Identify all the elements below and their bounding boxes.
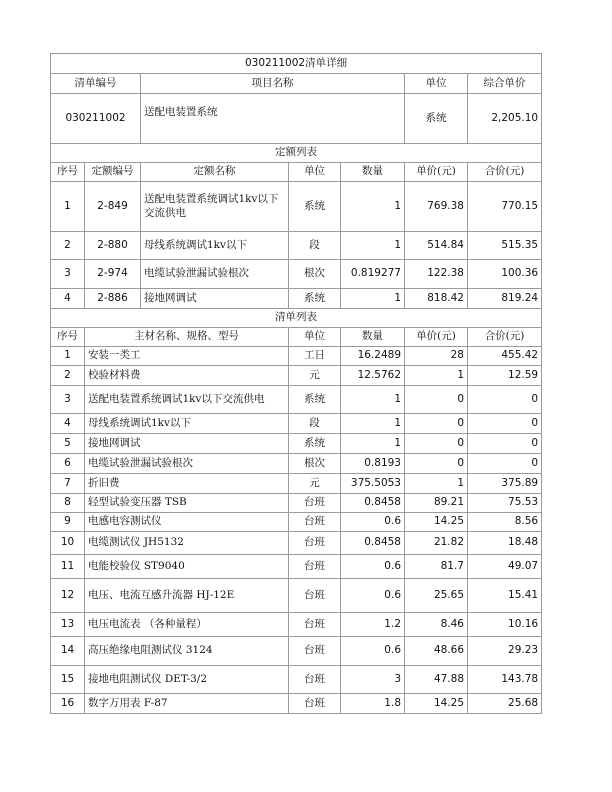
quota-price: 769.38 <box>405 182 468 232</box>
quota-unit: 系统 <box>289 289 341 309</box>
material-price: 25.65 <box>405 579 468 613</box>
quota-seq: 4 <box>51 289 85 309</box>
material-row <box>51 454 542 474</box>
material-price: 48.66 <box>405 637 468 666</box>
quota-qty: 1 <box>341 182 405 232</box>
list-header-name: 项目名称 <box>141 74 405 94</box>
list-header-code: 清单编号 <box>51 74 141 94</box>
quota-unit: 系统 <box>289 182 341 232</box>
quota-row <box>51 232 542 260</box>
material-unit: 台班 <box>289 579 341 613</box>
material-total: 49.07 <box>468 555 542 579</box>
quota-name: 母线系统调试1kv以下 <box>141 232 289 260</box>
quota-code: 2-886 <box>85 289 141 309</box>
material-seq: 3 <box>51 386 85 414</box>
list-header-unit: 单位 <box>405 74 468 94</box>
material-qty: 0.8193 <box>341 454 405 474</box>
quota-row <box>51 182 542 232</box>
material-price: 14.25 <box>405 513 468 532</box>
list-item-unit: 系统 <box>405 94 468 144</box>
material-row <box>51 579 542 613</box>
quota-price: 122.38 <box>405 260 468 289</box>
material-price: 0 <box>405 454 468 474</box>
material-seq: 14 <box>51 637 85 666</box>
material-name: 送配电装置系统调试1kv以下交流供电 <box>85 386 289 414</box>
material-row <box>51 532 542 555</box>
material-qty: 0.8458 <box>341 494 405 513</box>
material-price: 14.25 <box>405 694 468 714</box>
material-total: 375.89 <box>468 474 542 494</box>
material-row <box>51 474 542 494</box>
material-price: 0 <box>405 414 468 434</box>
material-unit: 段 <box>289 414 341 434</box>
quota-header-price: 单价(元) <box>405 163 468 182</box>
quota-header-name: 定额名称 <box>141 163 289 182</box>
material-seq: 7 <box>51 474 85 494</box>
material-header-unit: 单位 <box>289 328 341 347</box>
material-name: 高压绝缘电阻测试仪 3124 <box>85 637 289 666</box>
material-price: 81.7 <box>405 555 468 579</box>
material-price: 1 <box>405 474 468 494</box>
material-qty: 0.6 <box>341 513 405 532</box>
material-price: 47.88 <box>405 666 468 694</box>
quota-header-unit: 单位 <box>289 163 341 182</box>
material-qty: 3 <box>341 666 405 694</box>
material-total: 0 <box>468 386 542 414</box>
material-unit: 元 <box>289 474 341 494</box>
material-seq: 4 <box>51 414 85 434</box>
material-unit: 系统 <box>289 434 341 454</box>
material-price: 28 <box>405 347 468 366</box>
table-title: 030211002清单详细 <box>51 54 542 74</box>
material-row <box>51 347 542 366</box>
material-name: 电压电流表 （各种量程） <box>85 613 289 637</box>
material-row <box>51 386 542 414</box>
material-name: 电压、电流互感升流器 HJ-12E <box>85 579 289 613</box>
material-seq: 9 <box>51 513 85 532</box>
material-name: 数字万用表 F-87 <box>85 694 289 714</box>
quota-name: 电缆试验泄漏试验根次 <box>141 260 289 289</box>
quota-qty: 0.819277 <box>341 260 405 289</box>
quota-total: 770.15 <box>468 182 542 232</box>
material-total: 18.48 <box>468 532 542 555</box>
material-unit: 台班 <box>289 555 341 579</box>
material-row <box>51 513 542 532</box>
material-name: 折旧费 <box>85 474 289 494</box>
quota-unit: 根次 <box>289 260 341 289</box>
material-row <box>51 494 542 513</box>
material-total: 8.56 <box>468 513 542 532</box>
material-unit: 台班 <box>289 613 341 637</box>
material-header-qty: 数量 <box>341 328 405 347</box>
material-header-name: 主材名称、规格、型号 <box>85 328 289 347</box>
material-qty: 0.6 <box>341 555 405 579</box>
material-unit: 台班 <box>289 637 341 666</box>
material-seq: 11 <box>51 555 85 579</box>
material-name: 接地电阻测试仪 DET-3/2 <box>85 666 289 694</box>
quota-name: 送配电装置系统调试1kv以下交流供电 <box>141 182 289 232</box>
material-total: 75.53 <box>468 494 542 513</box>
material-qty: 1.8 <box>341 694 405 714</box>
material-header-price: 单价(元) <box>405 328 468 347</box>
list-header-price: 综合单价 <box>468 74 542 94</box>
material-seq: 8 <box>51 494 85 513</box>
material-seq: 2 <box>51 366 85 386</box>
quota-name: 接地网调试 <box>141 289 289 309</box>
quota-header-seq: 序号 <box>51 163 85 182</box>
material-seq: 5 <box>51 434 85 454</box>
material-total: 143.78 <box>468 666 542 694</box>
material-total: 455.42 <box>468 347 542 366</box>
material-row <box>51 555 542 579</box>
material-name: 电缆测试仪 JH5132 <box>85 532 289 555</box>
material-name: 电能校验仪 ST9040 <box>85 555 289 579</box>
material-price: 89.21 <box>405 494 468 513</box>
material-section-title: 清单列表 <box>51 309 542 328</box>
material-seq: 10 <box>51 532 85 555</box>
quota-seq: 3 <box>51 260 85 289</box>
material-seq: 15 <box>51 666 85 694</box>
quota-qty: 1 <box>341 289 405 309</box>
quota-section-title: 定额列表 <box>51 144 542 163</box>
material-qty: 1 <box>341 386 405 414</box>
material-qty: 16.2489 <box>341 347 405 366</box>
quota-row <box>51 289 542 309</box>
material-row <box>51 637 542 666</box>
quota-header-row <box>51 163 542 182</box>
material-unit: 台班 <box>289 494 341 513</box>
material-header-row <box>51 328 542 347</box>
material-name: 安装一类工 <box>85 347 289 366</box>
material-row <box>51 366 542 386</box>
material-total: 0 <box>468 414 542 434</box>
material-name: 轻型试验变压器 TSB <box>85 494 289 513</box>
bill-detail-table <box>50 53 542 714</box>
material-header-seq: 序号 <box>51 328 85 347</box>
material-seq: 16 <box>51 694 85 714</box>
material-price: 8.46 <box>405 613 468 637</box>
material-unit: 根次 <box>289 454 341 474</box>
material-price: 0 <box>405 434 468 454</box>
material-total: 12.59 <box>468 366 542 386</box>
quota-total: 515.35 <box>468 232 542 260</box>
material-unit: 系统 <box>289 386 341 414</box>
material-qty: 0.6 <box>341 637 405 666</box>
quota-seq: 2 <box>51 232 85 260</box>
material-seq: 12 <box>51 579 85 613</box>
material-row <box>51 434 542 454</box>
material-qty: 1.2 <box>341 613 405 637</box>
material-total: 15.41 <box>468 579 542 613</box>
material-row <box>51 414 542 434</box>
list-item-price: 2,205.10 <box>468 94 542 144</box>
quota-header-total: 合价(元) <box>468 163 542 182</box>
material-total: 25.68 <box>468 694 542 714</box>
material-total: 29.23 <box>468 637 542 666</box>
material-unit: 元 <box>289 366 341 386</box>
material-unit: 台班 <box>289 694 341 714</box>
material-qty: 1 <box>341 434 405 454</box>
list-item-code: 030211002 <box>51 94 141 144</box>
material-qty: 375.5053 <box>341 474 405 494</box>
material-unit: 工日 <box>289 347 341 366</box>
quota-code: 2-974 <box>85 260 141 289</box>
material-name: 电感电容测试仪 <box>85 513 289 532</box>
material-seq: 1 <box>51 347 85 366</box>
material-seq: 6 <box>51 454 85 474</box>
quota-qty: 1 <box>341 232 405 260</box>
material-price: 0 <box>405 386 468 414</box>
material-name: 接地网调试 <box>85 434 289 454</box>
material-row <box>51 694 542 714</box>
quota-seq: 1 <box>51 182 85 232</box>
material-row <box>51 666 542 694</box>
material-total: 0 <box>468 434 542 454</box>
material-unit: 台班 <box>289 513 341 532</box>
material-total: 0 <box>468 454 542 474</box>
material-total: 10.16 <box>468 613 542 637</box>
material-name: 校验材料费 <box>85 366 289 386</box>
material-row <box>51 613 542 637</box>
material-price: 21.82 <box>405 532 468 555</box>
quota-price: 514.84 <box>405 232 468 260</box>
material-unit: 台班 <box>289 532 341 555</box>
material-name: 电缆试验泄漏试验根次 <box>85 454 289 474</box>
quota-price: 818.42 <box>405 289 468 309</box>
quota-code: 2-849 <box>85 182 141 232</box>
material-qty: 0.6 <box>341 579 405 613</box>
quota-header-code: 定额编号 <box>85 163 141 182</box>
material-qty: 0.8458 <box>341 532 405 555</box>
quota-total: 819.24 <box>468 289 542 309</box>
material-price: 1 <box>405 366 468 386</box>
list-item-name: 送配电装置系统 <box>141 94 405 144</box>
quota-header-qty: 数量 <box>341 163 405 182</box>
material-qty: 1 <box>341 414 405 434</box>
material-qty: 12.5762 <box>341 366 405 386</box>
material-name: 母线系统调试1kv以下 <box>85 414 289 434</box>
quota-total: 100.36 <box>468 260 542 289</box>
quota-row <box>51 260 542 289</box>
material-header-total: 合价(元) <box>468 328 542 347</box>
quota-unit: 段 <box>289 232 341 260</box>
material-unit: 台班 <box>289 666 341 694</box>
material-seq: 13 <box>51 613 85 637</box>
quota-code: 2-880 <box>85 232 141 260</box>
